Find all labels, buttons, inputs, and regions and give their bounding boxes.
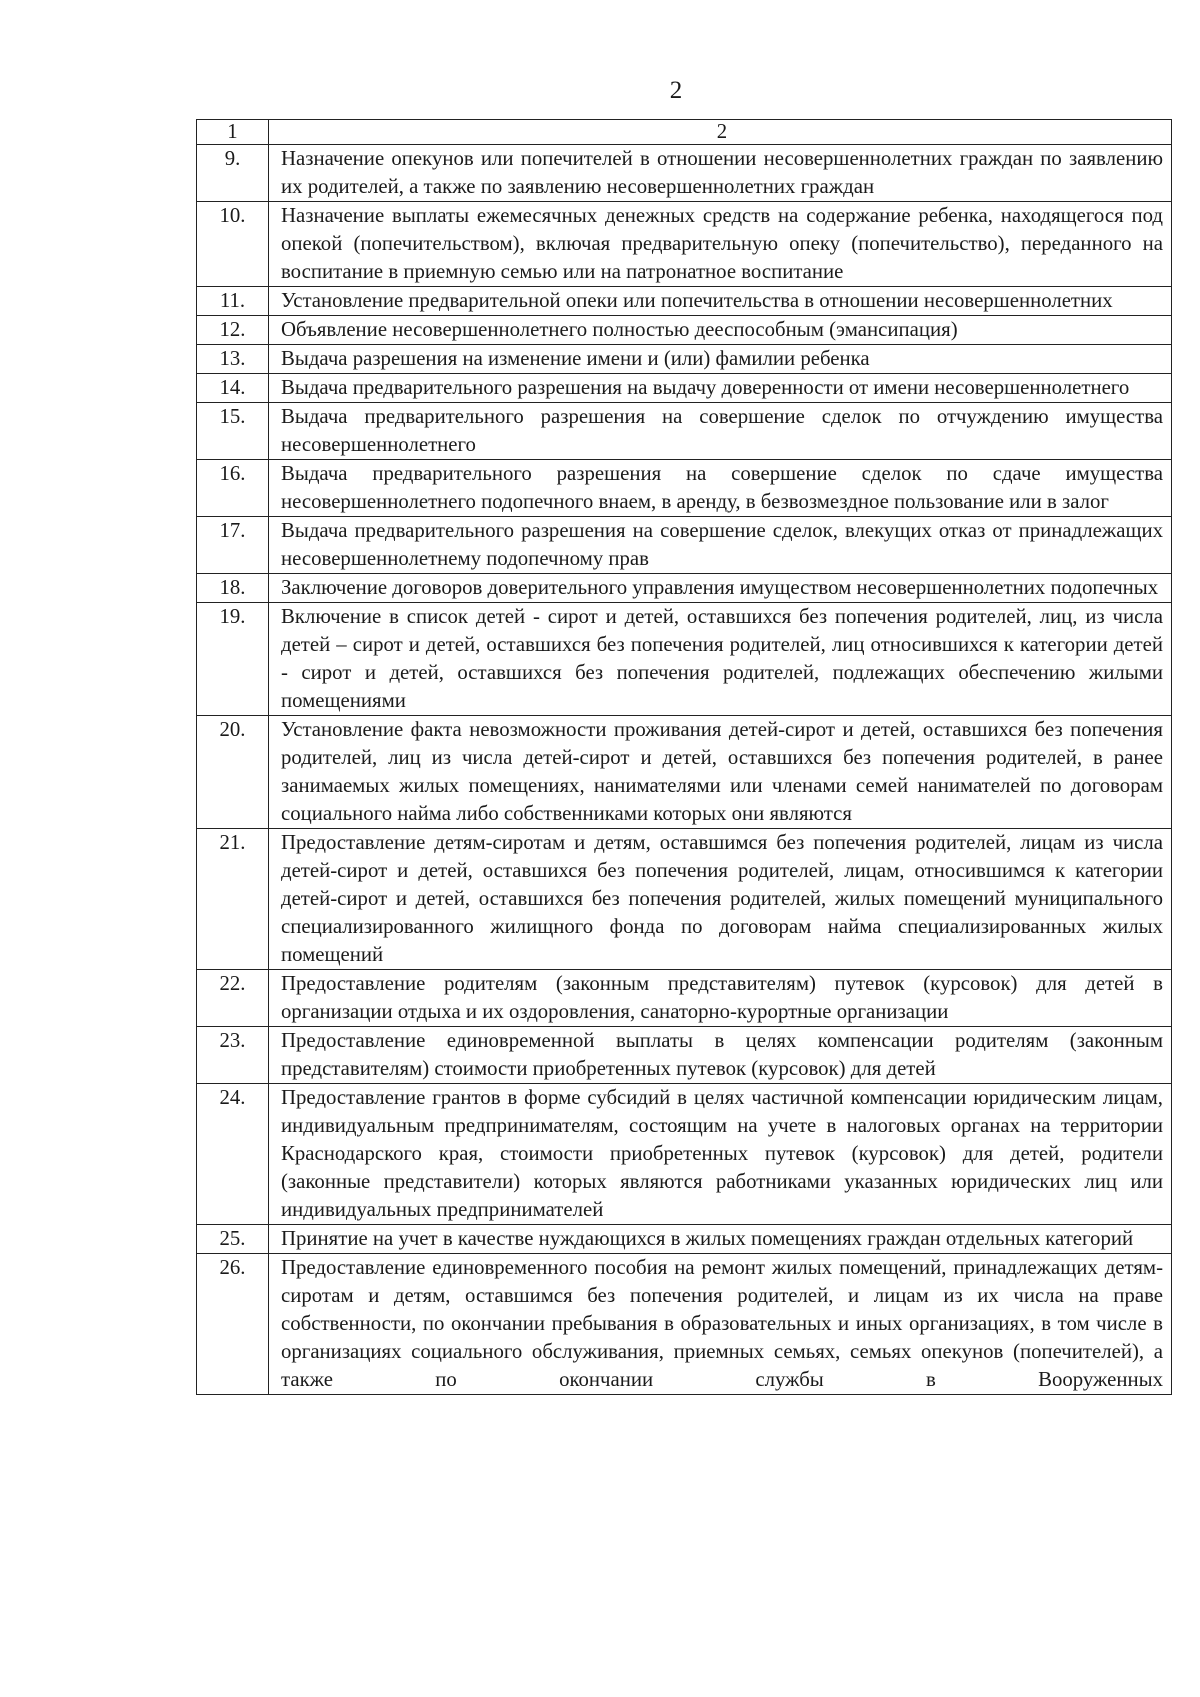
column-header-name: 2: [269, 120, 1172, 145]
row-text: Объявление несовершеннолетнего полностью дееспособным (эмансипация): [269, 316, 1172, 345]
row-number: 9.: [197, 145, 269, 202]
row-text: Установление предварительной опеки или попечительства в отношении несовершеннолетних: [269, 287, 1172, 316]
row-text: Выдача разрешения на изменение имени и (или) фамилии ребенка: [269, 345, 1172, 374]
table-row: [197, 517, 1172, 574]
row-number: 19.: [197, 603, 269, 716]
table-row: [197, 145, 1172, 202]
row-number: 20.: [197, 716, 269, 829]
row-number: 12.: [197, 316, 269, 345]
table-row: [197, 574, 1172, 603]
row-number: 21.: [197, 829, 269, 970]
table-row: [197, 287, 1172, 316]
row-text: Назначение выплаты ежемесячных денежных средств на содержание ребенка, находящегося под опекой (попечительством), включая предварительную опеку (попечительство), переданного на воспитание в приемную семью или на патронатное воспитание: [269, 202, 1172, 287]
table-row: [197, 316, 1172, 345]
row-text: Выдача предварительного разрешения на совершение сделок, влекущих отказ от принадлежащих несовершеннолетнему подопечному прав: [269, 517, 1172, 574]
table-row: [197, 460, 1172, 517]
row-text: Заключение договоров доверительного управления имуществом несовершеннолетних подопечных: [269, 574, 1172, 603]
table-header-row: [197, 120, 1172, 145]
table-row: [197, 374, 1172, 403]
table-row: [197, 1225, 1172, 1254]
row-number: 17.: [197, 517, 269, 574]
row-text: Предоставление единовременного пособия на ремонт жилых помещений, принадлежащих детям-сиротам и детям, оставшимся без попечения родителей, и лицам из их числа на праве собственности, по окончании пребывания в образовательных и иных организациях, в том числе в организациях социального обслуживания, приемных семьях, семьях опекунов (попечителей), а также по окончании службы в Вооруженных: [269, 1254, 1172, 1395]
row-text: Выдача предварительного разрешения на выдачу доверенности от имени несовершеннолетнего: [269, 374, 1172, 403]
table-row: [197, 403, 1172, 460]
table-row: [197, 829, 1172, 970]
row-number: 25.: [197, 1225, 269, 1254]
column-header-number: 1: [197, 120, 269, 145]
row-text: Установление факта невозможности проживания детей-сирот и детей, оставшихся без попечения родителей, лиц из числа детей-сирот и детей, оставшихся без попечения родителей, в ранее занимаемых жилых помещениях, нанимателями или членами семей нанимателей по договорам социального найма либо собственниками которых они являются: [269, 716, 1172, 829]
page-number: 2: [669, 77, 683, 104]
table-row: [197, 716, 1172, 829]
table-row: [197, 1084, 1172, 1225]
table-row: [197, 345, 1172, 374]
row-number: 24.: [197, 1084, 269, 1225]
row-number: 11.: [197, 287, 269, 316]
table-row: [197, 970, 1172, 1027]
row-number: 26.: [197, 1254, 269, 1395]
row-text: Включение в список детей - сирот и детей, оставшихся без попечения родителей, лиц, из числа детей – сирот и детей, оставшихся без попечения родителей, лиц относившихся к категории детей - сирот и детей, оставшихся без попечения родителей, подлежащих обеспечению жилыми помещениями: [269, 603, 1172, 716]
row-number: 18.: [197, 574, 269, 603]
row-text: Выдача предварительного разрешения на совершение сделок по отчуждению имущества несовершеннолетнего: [269, 403, 1172, 460]
row-text: Выдача предварительного разрешения на совершение сделок по сдаче имущества несовершеннолетнего подопечного внаем, в аренду, в безвозмездное пользование или в залог: [269, 460, 1172, 517]
row-number: 23.: [197, 1027, 269, 1084]
row-text: Принятие на учет в качестве нуждающихся в жилых помещениях граждан отдельных категорий: [269, 1225, 1172, 1254]
row-number: 22.: [197, 970, 269, 1027]
row-number: 14.: [197, 374, 269, 403]
row-text: Назначение опекунов или попечителей в отношении несовершеннолетних граждан по заявлению их родителей, а также по заявлению несовершеннолетних граждан: [269, 145, 1172, 202]
table-row: [197, 603, 1172, 716]
row-number: 16.: [197, 460, 269, 517]
row-text: Предоставление единовременной выплаты в целях компенсации родителям (законным представителям) стоимости приобретенных путевок (курсовок) для детей: [269, 1027, 1172, 1084]
row-number: 15.: [197, 403, 269, 460]
row-text: Предоставление родителям (законным представителям) путевок (курсовок) для детей в организации отдыха и их оздоровления, санаторно-курортные организации: [269, 970, 1172, 1027]
row-text: Предоставление грантов в форме субсидий в целях частичной компенсации юридическим лицам, индивидуальным предпринимателям, состоящим на учете в налоговых органах на территории Краснодарского края, стоимости приобретенных путевок (курсовок) для детей, родители (законные представители) которых являются работниками указанных юридических лиц или индивидуальных предпринимателей: [269, 1084, 1172, 1225]
row-text: Предоставление детям-сиротам и детям, оставшимся без попечения родителей, лицам из числа детей-сирот и детей, оставшихся без попечения родителей, лицам, относившимся к категории детей-сирот и детей, оставшихся без попечения родителей, жилых помещений муниципального специализированного жилищного фонда по договорам найма специализированных жилых помещений: [269, 829, 1172, 970]
row-number: 10.: [197, 202, 269, 287]
table-row: [197, 202, 1172, 287]
table-row: [197, 1254, 1172, 1395]
row-number: 13.: [197, 345, 269, 374]
table-row: [197, 1027, 1172, 1084]
services-table: [196, 119, 1172, 1395]
